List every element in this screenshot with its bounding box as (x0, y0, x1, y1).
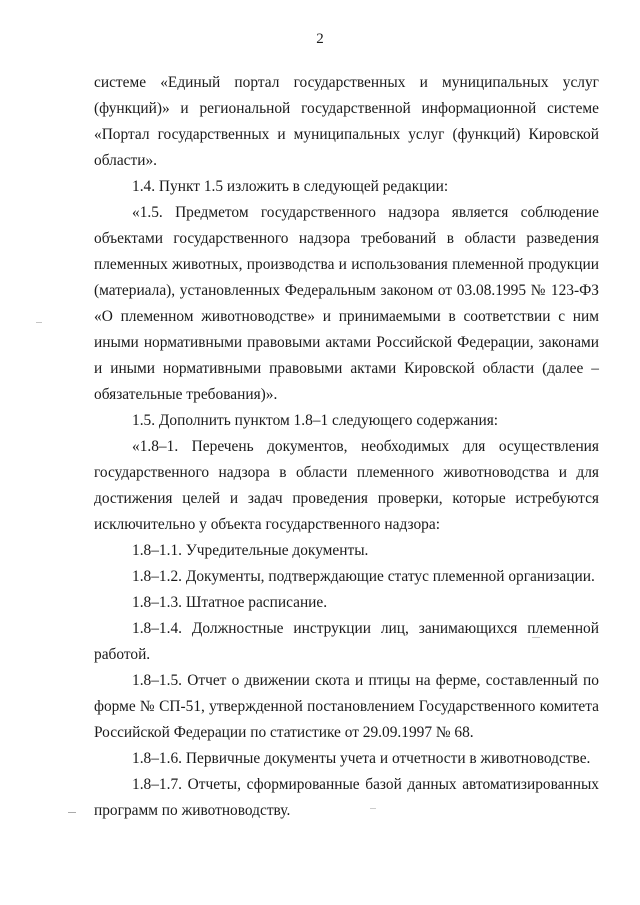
scan-speck (36, 322, 42, 323)
document-body (94, 70, 599, 824)
paragraph-1-8-1-5: 1.8–1.5. Отчет о движении скота и птицы на ферме, составленный по форме № СП-51, утвержденной постановлением Государственного комитета Российской Федерации по статистике от 29.09.1997 № 68. (94, 672, 599, 741)
scan-speck (532, 637, 540, 638)
paragraph-1-8-1-7: 1.8–1.7. Отчеты, сформированные базой данных автоматизированных программ по животноводству. (94, 776, 599, 819)
paragraph-1-8-1-3: 1.8–1.3. Штатное расписание. (132, 594, 328, 611)
paragraph-1-8-1-1: 1.8–1.1. Учредительные документы. (132, 542, 369, 559)
paragraph-portal-continuation: системе «Единый портал государственных и муниципальных услуг (функций)» и региональной государственной информационной системе «Портал государственных и муниципальных услуг (функций) Кировской области». (94, 74, 599, 169)
paragraph-1-5-add: 1.5. Дополнить пунктом 1.8–1 следующего содержания: (132, 412, 499, 429)
paragraph-1-8-1-4: 1.8–1.4. Должностные инструкции лиц, занимающихся племенной работой. (94, 620, 599, 663)
paragraph-1-4: 1.4. Пункт 1.5 изложить в следующей редакции: (132, 178, 449, 195)
page-number: 2 (316, 31, 324, 47)
scan-speck (370, 808, 376, 809)
scan-speck (68, 812, 76, 813)
paragraph-1-8-1: «1.8–1. Перечень документов, необходимых для осуществления государственного надзора в области племенного животноводства и для достижения целей и задач проведения проверки, которые истребуются исключительно у объекта государственного надзора: (94, 438, 599, 533)
paragraph-1-5-quote: «1.5. Предметом государственного надзора является соблюдение объектами государственного надзора требований в области разведения племенных животных, производства и использования племенной продукции (материала), установленных Федеральным законом от 03.08.1995 № 123-ФЗ «О племенном животноводстве» и принимаемыми в соответствии с ним иными нормативными правовыми актами Российской Федерации, законами и иными нормативными правовыми актами Кировской области (далее – обязательные требования)». (94, 204, 599, 403)
paragraph-1-8-1-6: 1.8–1.6. Первичные документы учета и отчетности в животноводстве. (132, 750, 591, 767)
paragraph-1-8-1-2: 1.8–1.2. Документы, подтверждающие статус племенной организации. (132, 568, 595, 585)
